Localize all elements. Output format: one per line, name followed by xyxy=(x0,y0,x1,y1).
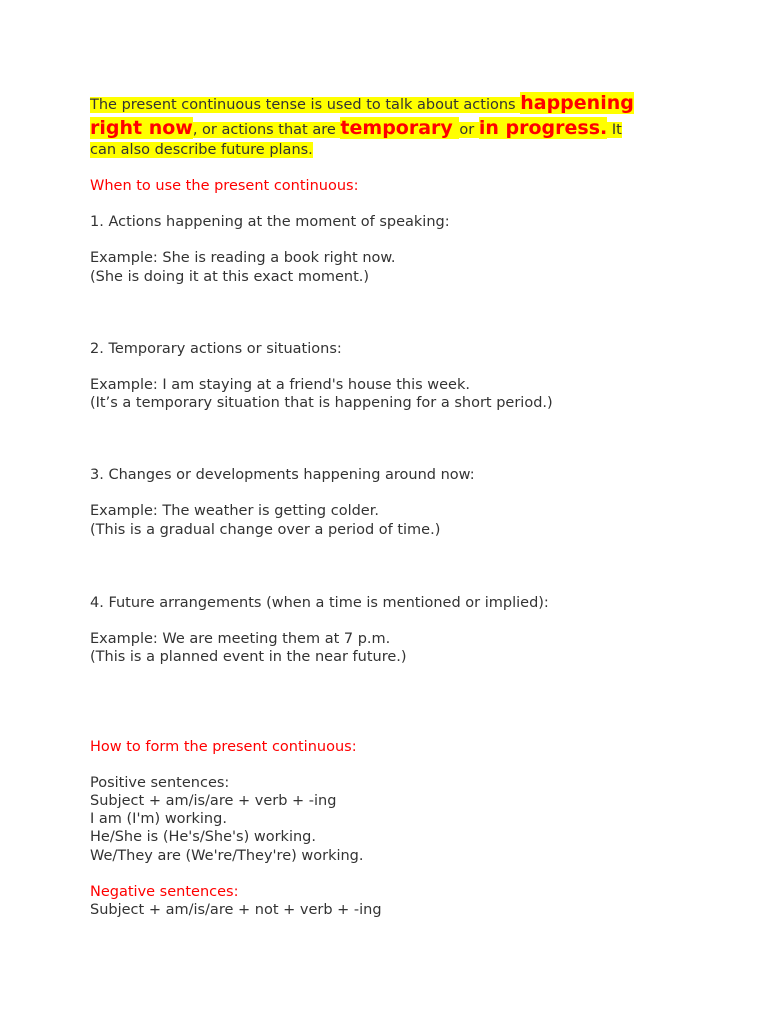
usage-example: Example: We are meeting them at 7 p.m. xyxy=(90,631,391,647)
intro-line-3 xyxy=(90,141,313,159)
usage-note: (This is a planned event in the near future.) xyxy=(90,649,407,665)
intro-line-2 xyxy=(90,119,622,139)
intro-text: , or actions that are xyxy=(192,122,341,138)
intro-text: or xyxy=(459,122,479,138)
emphasis-temporary: temporary xyxy=(340,117,460,139)
negative-title: Negative sentences: xyxy=(90,884,239,900)
usage-note: (She is doing it at this exact moment.) xyxy=(90,269,370,285)
usage-title: 4. Future arrangements (when a time is mentioned or implied): xyxy=(90,595,549,611)
positive-line: We/They are (We're/They're) working. xyxy=(90,848,364,864)
section-heading-how: How to form the present continuous: xyxy=(90,739,357,755)
usage-example: Example: I am staying at a friend's house this week. xyxy=(90,377,470,393)
negative-line: Subject + am/is/are + not + verb + -ing xyxy=(90,902,382,918)
usage-example: Example: She is reading a book right now. xyxy=(90,250,396,266)
usage-title: 1. Actions happening at the moment of speaking: xyxy=(90,214,450,230)
usage-note: (This is a gradual change over a period of time.) xyxy=(90,522,441,538)
usage-example: Example: The weather is getting colder. xyxy=(90,503,379,519)
positive-title: Positive sentences: xyxy=(90,775,230,791)
section-heading-when: When to use the present continuous: xyxy=(90,178,359,194)
emphasis-right-now: right now xyxy=(90,117,193,139)
usage-title: 3. Changes or developments happening around now: xyxy=(90,467,475,483)
positive-line: Subject + am/is/are + verb + -ing xyxy=(90,793,337,809)
intro-line-1 xyxy=(90,94,634,114)
usage-note: (It’s a temporary situation that is happening for a short period.) xyxy=(90,395,553,411)
positive-line: I am (I'm) working. xyxy=(90,811,227,827)
positive-line: He/She is (He's/She's) working. xyxy=(90,829,316,845)
intro-text: The present continuous tense is used to talk about actions xyxy=(90,97,521,113)
emphasis-in-progress: in progress. xyxy=(478,117,608,139)
intro-text: can also describe future plans. xyxy=(90,142,313,158)
emphasis-happening: happening xyxy=(520,92,634,114)
intro-text: It xyxy=(607,122,622,138)
usage-title: 2. Temporary actions or situations: xyxy=(90,341,342,357)
